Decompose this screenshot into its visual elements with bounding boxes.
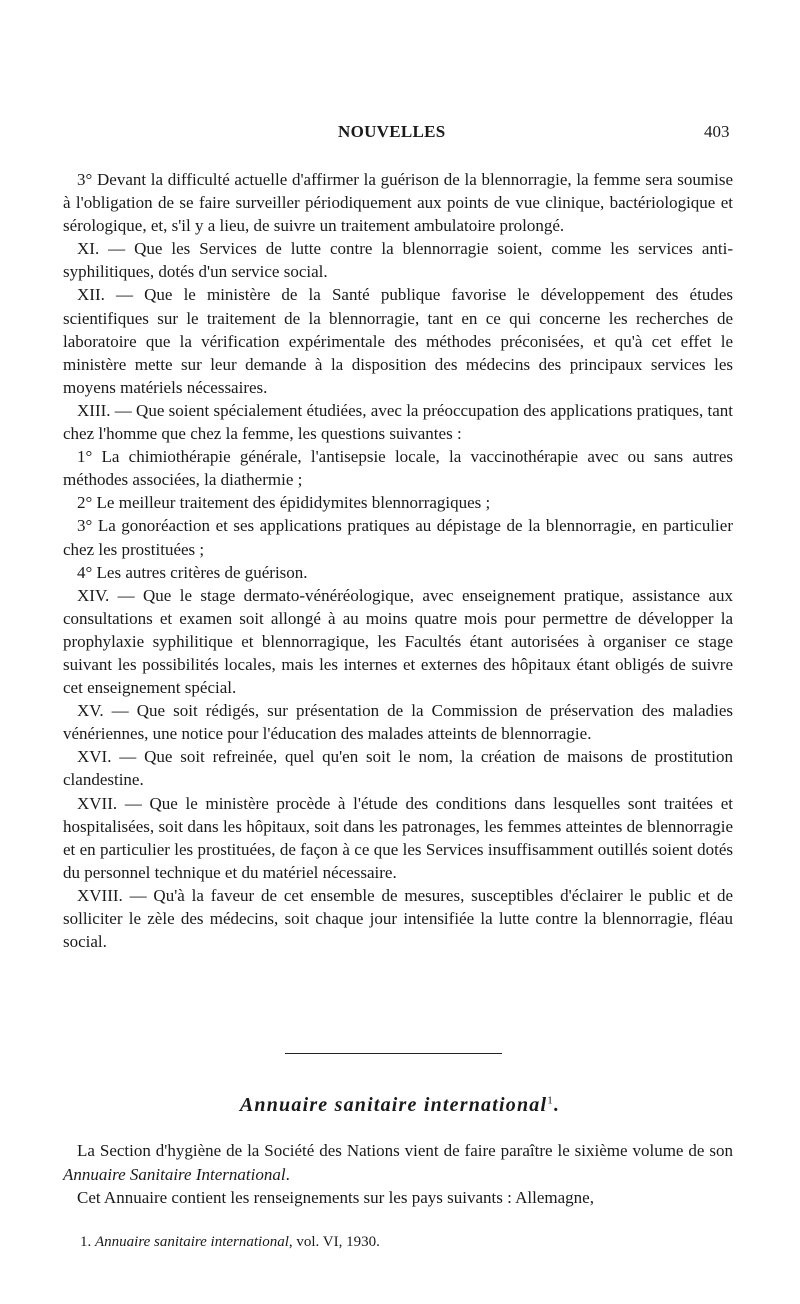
footnote-number: 1. [80,1234,92,1250]
section-divider [285,1053,502,1054]
paragraph: XVII. — Que le ministère procède à l'étude des conditions dans lesquelles sont traitées et hospitalisées, soit dans les hôpitaux, soit dans les patronages, les femmes atteintes de blennorragie et en particulier les prostituées, de façon à ce que les Services insuffisamment outillés soient dotés du personnel technique et du matériel nécessaire. [63,793,733,882]
footnote-details: , vol. VI, 1930. [288,1234,380,1250]
paragraph: 4° Les autres critères de guérison. [77,562,308,582]
paragraph [63,1139,733,1186]
paragraph: XV. — Que soit rédigés, sur présentation de la Commission de préservation des maladies vénériennes, une notice pour l'éducation des malades atteints de blennorragie. [63,701,733,744]
page-number: 403 [704,122,730,141]
footnote-marker: 1 [547,1094,554,1107]
paragraph: Cet Annuaire contient les renseignements sur les pays suivants : Allemagne, [77,1188,594,1207]
section-title-text: Annuaire sanitaire international [239,1094,548,1116]
paragraph: 3° Devant la difficulté actuelle d'affirmer la guérison de la blennorragie, la femme sera soumise à l'obligation de se faire surveiller périodiquement aux points de vue clinique, bactériologique et sérologique, et, s'il y a lieu, de suivre un traitement ambulatoire prolongé. [63,170,733,236]
paragraph: 2° Le meilleur traitement des épididymites blennorragiques ; [77,493,491,513]
page-header [0,122,800,146]
resolutions-text [63,168,733,953]
paragraph: 3° La gonoréaction et ses applications pratiques au dépistage de la blennorragie, en particulier chez les prostituées ; [63,516,733,559]
paragraph-text: . [285,1164,290,1184]
paragraph: XVIII. — Qu'à la faveur de cet ensemble de mesures, susceptibles d'éclairer le public et de solliciter le zèle des médecins, soit chaque jour intensifiée la lutte contre la blennorragie, fléau social. [63,885,733,952]
footnote-title: Annuaire sanitaire international [95,1234,289,1250]
paragraph: XI. — Que les Services de lutte contre la blennorragie soient, comme les services anti-syphilitiques, dotés d'un service social. [63,239,733,282]
running-head: NOUVELLES [338,122,446,141]
paragraph: XII. — Que le ministère de la Santé publique favorise le développement des études scientifiques sur le traitement de la blennorragie, tant en ce qui concerne les recherches de laboratoire que la vérification expérimentale des méthodes préconisées, et qu'à cet effet le ministère mette sur leur demande à la disposition des médecins des principaux services les moyens matériels nécessaires. [63,285,733,397]
publication-title: Annuaire Sanitaire International [63,1164,286,1184]
paragraph: XVI. — Que soit refreinée, quel qu'en soit le nom, la création de maisons de prostitution clandestine. [63,747,733,790]
footnote [80,1234,380,1251]
section-body [63,1139,733,1210]
paragraph-text: La Section d'hygiène de la Société des Nations vient de faire paraître le sixième volume de son [77,1141,733,1160]
paragraph: XIV. — Que le stage dermato-vénéréologique, avec enseignement pratique, assistance aux consultations et examen soit allongé à au moins quatre mois pour permettre de développer la prophylaxie syphilitique et blennorragique, les Facultés étant autorisées à organiser ce stage suivant les possibilités locales, mais les internes et externes des hôpitaux étant obligés de suivre cet enseignement spécial. [63,585,733,698]
paragraph: XIII. — Que soient spécialement étudiées, avec la préoccupation des applications pratiques, tant chez l'homme que chez la femme, les questions suivantes : [63,400,733,444]
paragraph: 1° La chimiothérapie générale, l'antisepsie locale, la vaccinothérapie avec ou sans autres méthodes associées, la diathermie ; [63,447,733,490]
section-title: Annuaire sanitaire international$^1$. [239,1094,561,1116]
